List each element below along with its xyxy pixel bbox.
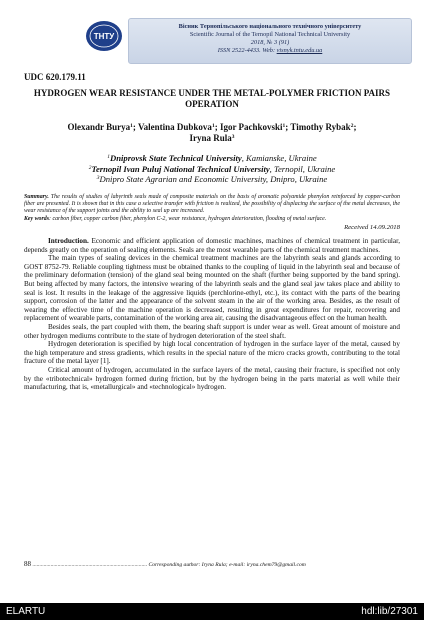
paper-title: HYDROGEN WEAR RESISTANCE UNDER THE METAL-POLYMER FRICTION PAIRS OPERATION — [33, 88, 391, 109]
journal-name-en: Scientific Journal of the Ternopil National Technical University — [189, 31, 351, 38]
handle-id[interactable]: hdl:lib/27301 — [361, 606, 418, 617]
repository-name: ELARTU — [6, 606, 46, 617]
logo-text: ТНТУ — [93, 32, 115, 41]
author: Igor Pachkovski$^1$; — [219, 122, 291, 132]
journal-issn: ISSN 2522-4433. Web: visnyk.tntu.edu.ua — [217, 47, 323, 54]
author: Timothy Rybak$^2$; — [290, 122, 357, 132]
author: Olexandr Burya$^1$; — [67, 122, 138, 132]
paragraph: Besides seals, the part coupled with them, the bearing shaft support is under wear as well. Great amount of moisture and other hydrogen mediums contribute to the state of hydrogen deterioration of the steel shaft. — [24, 322, 400, 340]
journal-issue: 2018, № 3 (91) — [250, 39, 290, 46]
received-date: Received 14.09.2018 — [344, 224, 400, 231]
corresponding-author: Corresponding author: Iryna Rula; e-mail: iryna.chem79@gmail.com — [147, 562, 306, 568]
journal-web-link[interactable]: visnyk.tntu.edu.ua — [276, 47, 323, 54]
author: Valentina Dubkova$^1$; — [137, 122, 220, 132]
paragraph: Hydrogen deterioration is specified by high local concentration of hydrogen in the surface layer of the metal, caused by the high temperature and stress gradients, which results in the special nature of the micro cracks growth, contributing to the total fracture of the metal layer [1]. — [24, 340, 400, 366]
journal-header — [128, 18, 412, 64]
udc-code: UDC 620.179.11 — [24, 72, 86, 82]
abstract — [24, 194, 400, 223]
affiliation: $^1$Dniprovsk State Technical University, Kamianske, Ukraine — [107, 153, 317, 163]
body-text — [24, 237, 400, 392]
page-footer: 88 .................................................................................. Corresponding author: Iryna Rula; e-mail: iryna.chem79@gmail.com — [24, 560, 306, 568]
paragraph: The main types of sealing devices in the chemical treatment machines are the labyrinth seals and glands according to GOST 8752-79. Reliable coupling tightness must be obtained thanks to the coupling of liquid in the labyrinth seal and because of the preliminary deformation (tension) of the gland seal being mounted on the shaft (further being supported by the band spring). But being affected by many factors, the intensive wearing of the labyrinth seals and the gland seal jaw takes place and ability to seal is lost. It results in the leakage of the aggressive liquids (perchlorine-ethyl, etc.), its contact with the parts of the bearing support, corrosion of the latter and the appearance of the solvent steam in the air of the working area. Besides, as the result of wearing the effective time of the machine operation is decreased, resulting in great expenditures for repair, recovering and replacement of wearable parts, contamination of the working area air, causing the disadvantageous effect on the human health. — [24, 254, 400, 323]
tntu-logo — [84, 18, 124, 54]
author-list — [24, 122, 400, 144]
keywords: Key words: carbon fiber, copper carbon fiber, phenylon C-2, wear resistance, hydrogen deterioration, flooding of metal surface. — [24, 215, 327, 222]
affiliations — [24, 153, 400, 185]
affiliation: $^2$Ternopil Ivan Puluj National Technical University, Ternopil, Ukraine — [88, 163, 336, 174]
section-label: Introduction. — [48, 237, 89, 245]
paragraph: Introduction. Economic and efficient application of domestic machines, machines of chemical treatment in particular, depends greatly on the operation of sealing elements. Seals are the most wearable parts of the chemical treatment machines. — [24, 237, 400, 254]
summary: Summary. The results of studies of labyrinth seals made of composite materials on the basis of aromatic polyamide phenylon reinforced by copper-carbon fiber are presented. It is shown that in this case a selective transfer with friction is realized, the possibility of displacing the surface of the metal decreases, the wear resistance of the support joints and the ability to seal up are increased. — [24, 194, 400, 215]
affiliation: $^3$Dnipro State Agrarian and Economic University, Dnipro, Ukraine — [96, 174, 328, 184]
page-number: 88 — [24, 560, 31, 568]
keywords-label: Key words — [24, 215, 50, 222]
journal-name-ua: Вісник Тернопільського національного технічного університету — [178, 23, 362, 30]
paragraph: Critical amount of hydrogen, accumulated in the surface layers of the metal, causing their fracture, is specified not only by the «tribotechnical» hydrogen formed during friction, but by the hydrogen being in the parts material as well while their manufacturing, that is, «metallurgical» and «technological» hydrogen. — [24, 365, 400, 392]
repository-bar — [0, 603, 424, 620]
summary-label: Summary. — [24, 194, 49, 200]
author: Iryna Rula$^3$ — [189, 133, 235, 143]
